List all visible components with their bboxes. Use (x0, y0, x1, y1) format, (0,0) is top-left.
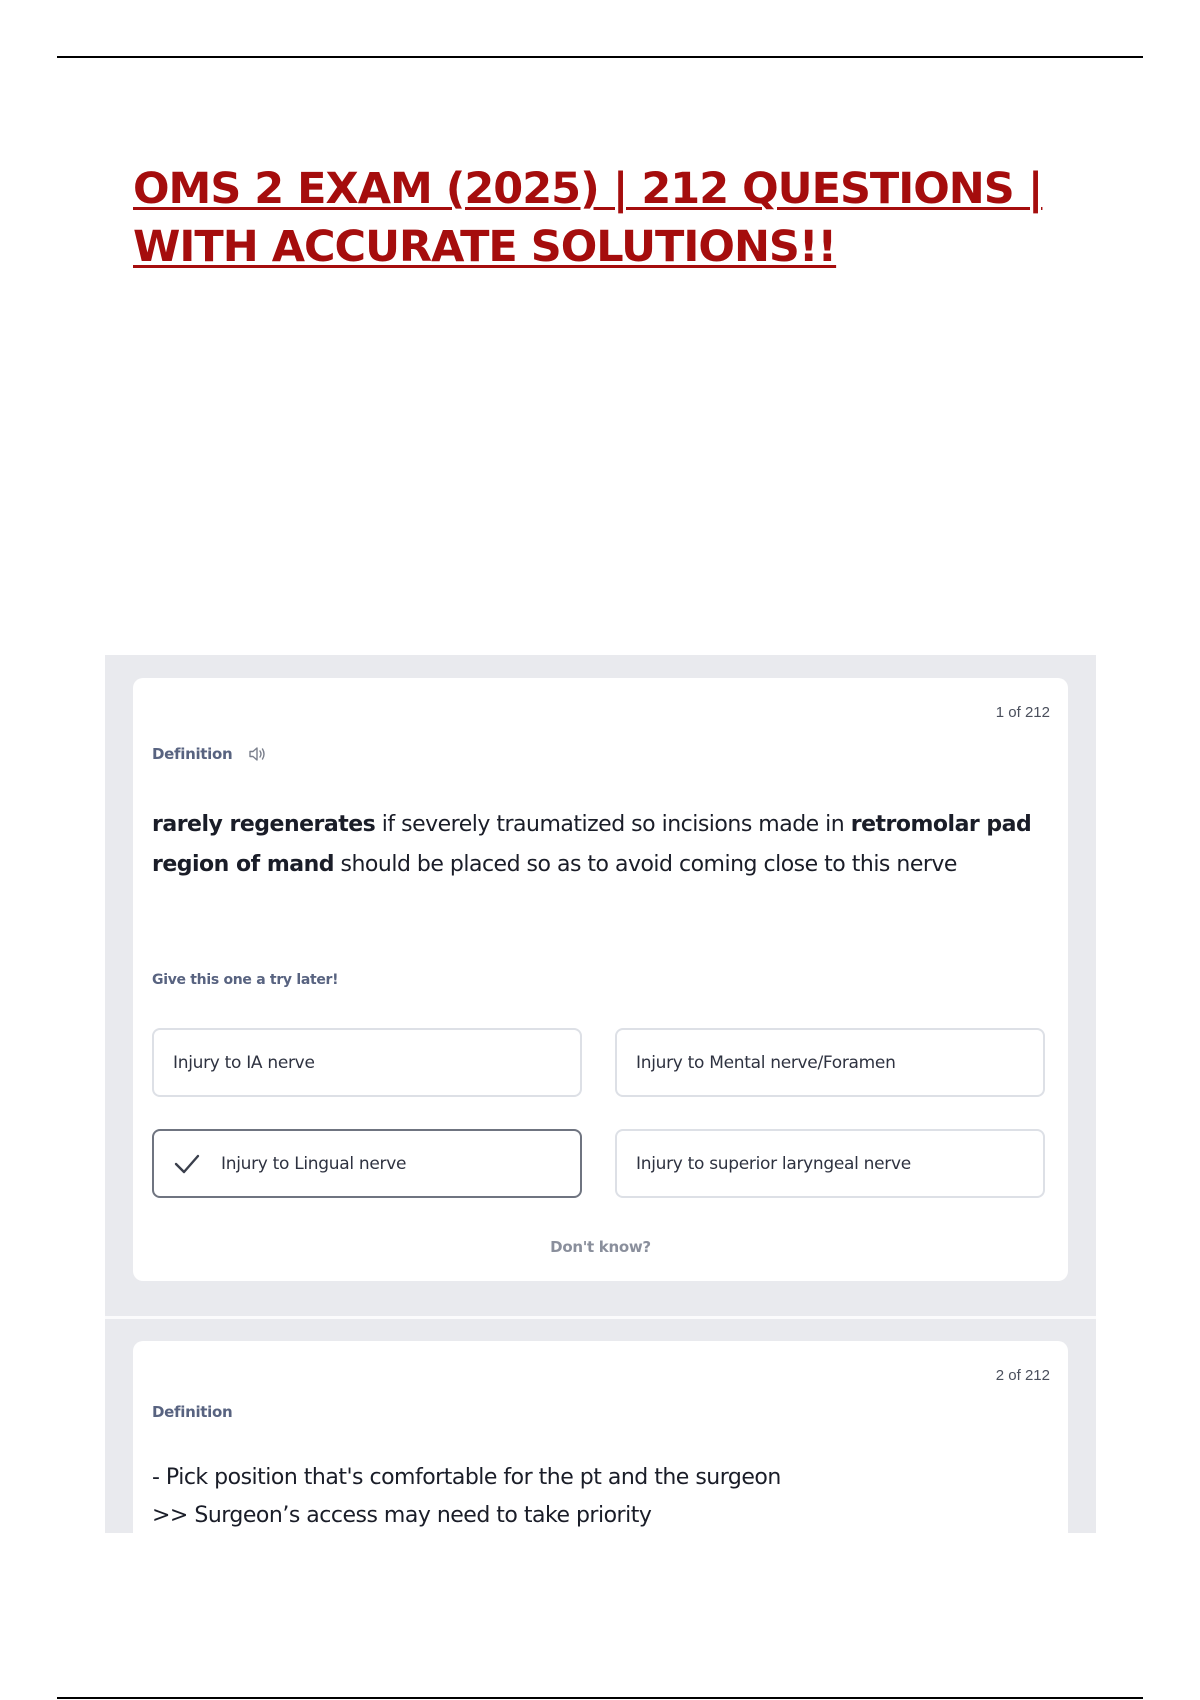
bottom-rule (57, 1697, 1143, 1699)
try-later-text: Give this one a try later! (152, 972, 339, 988)
document-title-line-2: WITH ACCURATE SOLUTIONS!! (133, 222, 837, 272)
flashcard-2 (133, 1341, 1068, 1533)
flashcard-1 (133, 678, 1068, 1281)
card-divider (105, 1316, 1096, 1319)
definition-line-1: - Pick position that's comfortable for the pt and the surgeon (152, 1465, 781, 1490)
document-title (133, 160, 1113, 276)
card-counter: 2 of 212 (995, 1367, 1050, 1384)
definition-bold-1: rarely regenerates (152, 812, 376, 837)
definition-label: Definition (152, 745, 233, 763)
document-title-line-1: OMS 2 EXAM (2025) | 212 QUESTIONS | (133, 164, 1043, 214)
answer-option-1[interactable] (152, 1028, 582, 1097)
definition-text-4: should be placed so as to avoid coming close to this nerve (334, 852, 957, 877)
flashcard-panel (105, 655, 1096, 1533)
answer-option-label: Injury to superior laryngeal nerve (636, 1153, 911, 1174)
definition-label: Definition (152, 1403, 233, 1421)
dont-know-button[interactable]: Don't know? (550, 1238, 651, 1256)
answer-option-4[interactable] (615, 1129, 1045, 1198)
answer-option-label: Injury to IA nerve (173, 1052, 315, 1073)
definition-text (152, 1459, 1032, 1533)
check-icon (173, 1153, 201, 1175)
speaker-icon[interactable] (248, 746, 266, 762)
answer-option-label: Injury to Mental nerve/Foramen (636, 1052, 896, 1073)
answer-option-3-selected[interactable] (152, 1129, 582, 1198)
answer-option-label: Injury to Lingual nerve (221, 1153, 407, 1174)
definition-text (152, 805, 1032, 885)
definition-bold-2: retromolar pad region of mand (152, 812, 1032, 877)
answer-option-2[interactable] (615, 1028, 1045, 1097)
card-counter: 1 of 212 (995, 704, 1050, 721)
definition-line-2: >> Surgeon’s access may need to take priority (152, 1503, 652, 1528)
top-rule (57, 56, 1143, 58)
definition-text-2: if severely traumatized so incisions made in (375, 812, 851, 837)
